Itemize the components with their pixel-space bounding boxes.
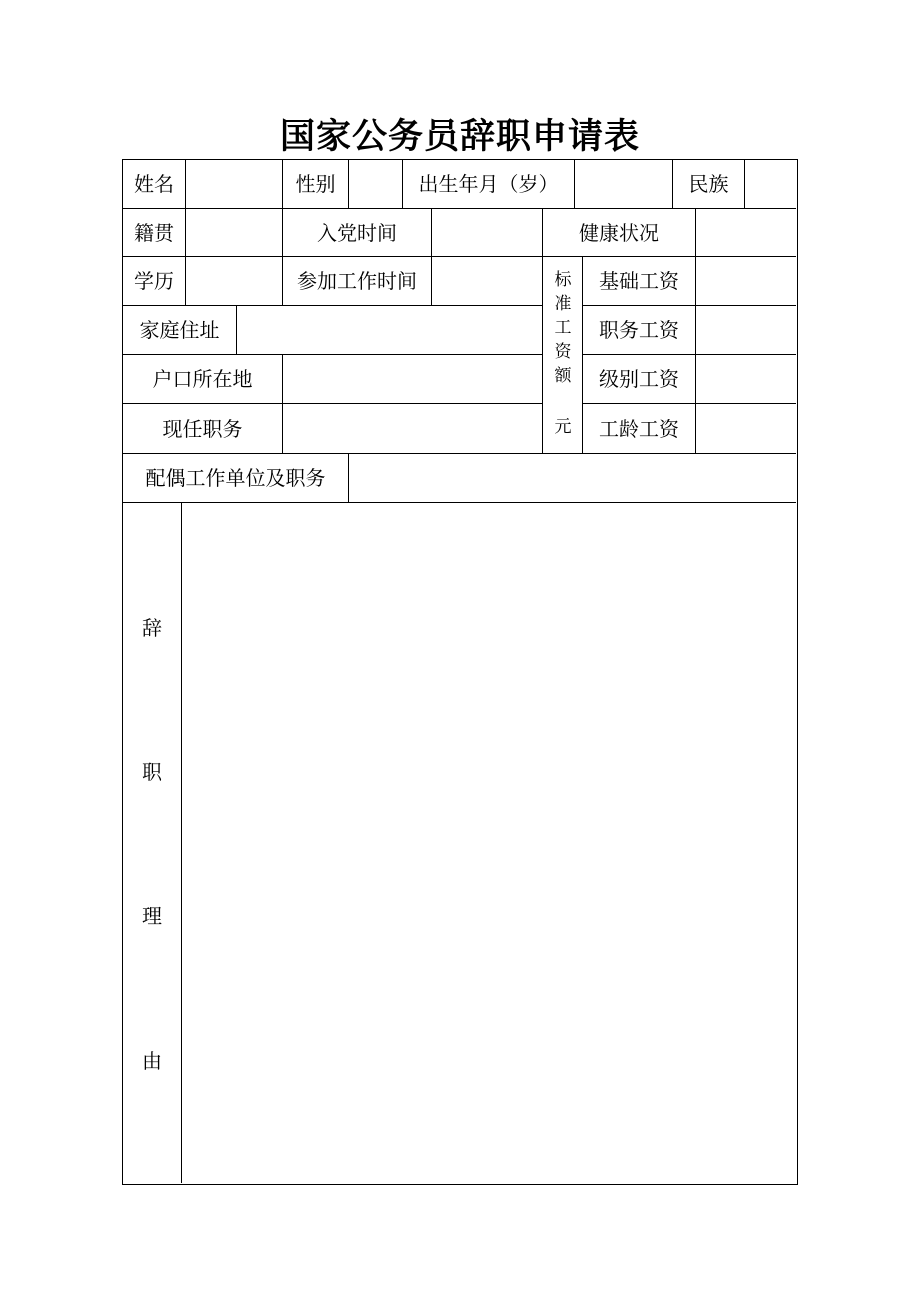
- salary-standard-label: [543, 257, 583, 454]
- gender-field[interactable]: [349, 160, 403, 209]
- work-start-field[interactable]: [432, 257, 543, 306]
- label-birth: 出生年月（岁）: [403, 160, 575, 209]
- label-origin: 籍贯: [123, 209, 186, 257]
- ethnicity-field[interactable]: [745, 160, 796, 209]
- label-post-salary: 职务工资: [583, 306, 696, 355]
- salary-label-char: 资: [554, 342, 572, 362]
- education-field[interactable]: [186, 257, 283, 306]
- label-gender: 性别: [283, 160, 349, 209]
- party-date-field[interactable]: [432, 209, 543, 257]
- reason-char: 理: [142, 904, 162, 928]
- name-field[interactable]: [186, 160, 283, 209]
- label-education: 学历: [123, 257, 186, 306]
- label-address: 家庭住址: [123, 306, 237, 355]
- spouse-field[interactable]: [349, 454, 796, 503]
- salary-unit: 元: [554, 417, 572, 437]
- salary-label-char: 额: [554, 366, 572, 386]
- form-title: 国家公务员辞职申请表: [279, 117, 640, 157]
- position-field[interactable]: [283, 404, 543, 454]
- resignation-reason-label: [123, 503, 182, 1183]
- salary-label-char: 准: [554, 294, 572, 314]
- health-field[interactable]: [696, 209, 796, 257]
- label-basic-salary: 基础工资: [583, 257, 696, 306]
- salary-label-char: 工: [554, 318, 572, 338]
- label-name: 姓名: [123, 160, 186, 209]
- origin-field[interactable]: [186, 209, 283, 257]
- label-position: 现任职务: [123, 404, 283, 454]
- salary-label-char: 标: [554, 270, 572, 290]
- label-spouse: 配偶工作单位及职务: [123, 454, 349, 503]
- label-work-start: 参加工作时间: [283, 257, 432, 306]
- post-salary-field[interactable]: [696, 306, 796, 355]
- grade-salary-field[interactable]: [696, 355, 796, 404]
- basic-salary-field[interactable]: [696, 257, 796, 306]
- seniority-salary-field[interactable]: [696, 404, 796, 454]
- reason-char: 辞: [142, 616, 162, 640]
- resignation-form-table: [122, 159, 798, 1185]
- birth-field[interactable]: [575, 160, 673, 209]
- label-seniority-salary: 工龄工资: [583, 404, 696, 454]
- address-field[interactable]: [237, 306, 543, 355]
- label-party-date: 入党时间: [283, 209, 432, 257]
- label-hukou: 户口所在地: [123, 355, 283, 404]
- label-health: 健康状况: [543, 209, 696, 257]
- label-ethnicity: 民族: [673, 160, 745, 209]
- resignation-reason-field[interactable]: [182, 503, 796, 1183]
- reason-char: 职: [142, 760, 162, 784]
- hukou-field[interactable]: [283, 355, 543, 404]
- reason-char: 由: [142, 1049, 162, 1073]
- label-grade-salary: 级别工资: [583, 355, 696, 404]
